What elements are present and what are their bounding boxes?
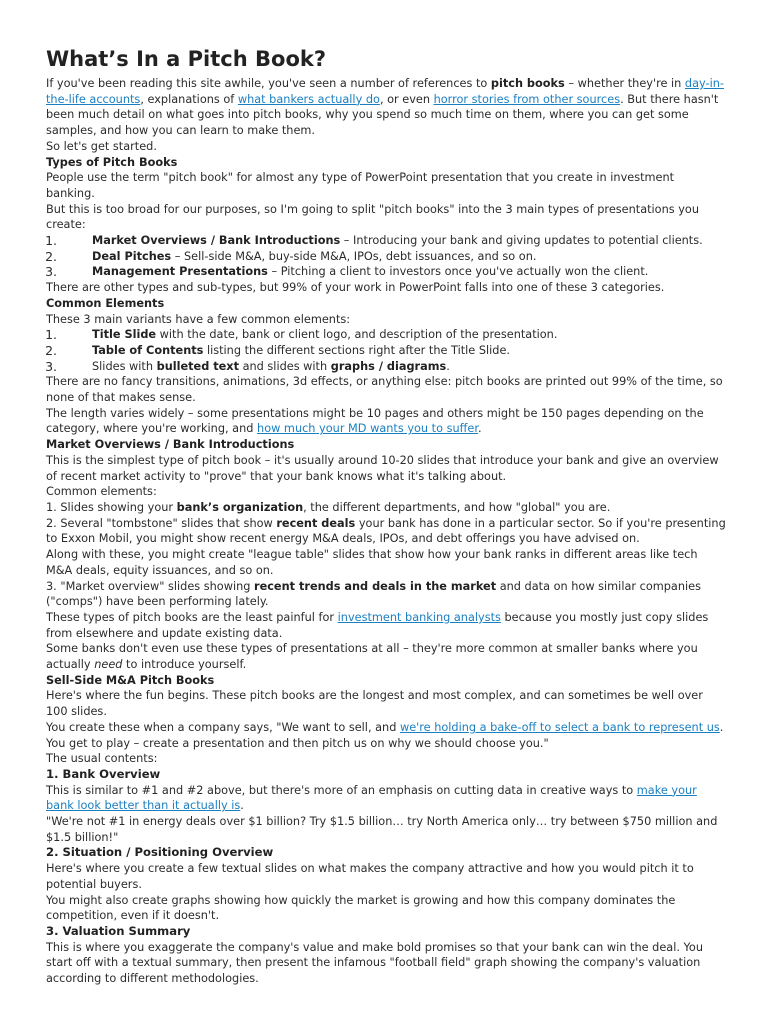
bold-text: recent deals (276, 516, 356, 530)
list-number: 3. (45, 358, 57, 374)
list-item (46, 264, 726, 280)
list-item (46, 249, 726, 265)
text: . (240, 799, 244, 813)
sellside-paragraph-1: Here's where the fun begins. These pitch books are the longest and most complex, and can sometimes be well over 100 slides. (46, 689, 703, 719)
market-element-3 (46, 579, 726, 610)
bold-text: Deal Pitches (92, 249, 172, 263)
text: . (446, 359, 450, 373)
list-item (46, 343, 726, 359)
text: This is similar to #1 and #2 above, but there's more of an emphasis on cutting data in creative ways to (46, 783, 637, 797)
common-paragraph-2: There are no fancy transitions, animations, 3d effects, or anything else: pitch books are printed out 99% of the time, so none of that makes sense. (46, 375, 723, 405)
text: and slides with (238, 359, 331, 373)
text: You create these when a company says, "We want to sell, and (46, 720, 400, 734)
text: 2. Several "tombstone" slides that show (46, 516, 277, 530)
market-paragraph-5 (46, 641, 726, 672)
link-day-in-the-life[interactable]: day-in-the-life accounts (46, 77, 724, 106)
market-paragraph-3: Along with these, you might create "league table" slides that show how your bank ranks in different areas like tech M&A deals, equity issuances, and so on. (46, 548, 698, 577)
list-number: 2. (45, 342, 57, 358)
italic-text: need (94, 658, 123, 672)
text: Some banks don't even use these types of presentations at all – they're more common at smaller banks where you actually (46, 642, 698, 672)
text: . (477, 422, 482, 436)
types-paragraph-2: But this is too broad for our purposes, so I'm going to split "pitch books" into the 3 main types of presentations you create: (46, 202, 699, 232)
link-what-bankers-do[interactable]: what bankers actually do (237, 92, 380, 106)
link-bake-off[interactable]: we're holding a bake-off to select a bank to represent us (399, 720, 720, 734)
common-paragraph-3 (46, 406, 726, 437)
bold-text: graphs / diagrams (330, 359, 447, 373)
section-heading-sellside: Sell-Side M&A Pitch Books (46, 673, 215, 687)
types-paragraph-1: People use the term "pitch book" for almost any type of PowerPoint presentation that you create in investment banking. (46, 171, 675, 200)
types-paragraph-3: There are other types and sub-types, but 99% of your work in PowerPoint falls into one of these 3 categories. (46, 281, 665, 295)
section-heading-types: Types of Pitch Books (46, 155, 178, 169)
section-heading-market: Market Overviews / Bank Introductions (46, 438, 295, 452)
bold-text: Table of Contents (92, 343, 204, 357)
bold-text: bank’s organization (176, 500, 304, 514)
subheading-situation: 2. Situation / Positioning Overview (46, 845, 274, 860)
text: The length varies widely – some presentations might be 10 pages and others might be 150 pages depending on the category, where you're working, and (46, 406, 704, 436)
section-heading-common: Common Elements (46, 296, 165, 310)
intro-paragraph (46, 76, 726, 139)
market-paragraph-4 (46, 610, 726, 641)
text: to introduce yourself. (122, 658, 247, 672)
text: , the different departments, and how "global" you are. (303, 500, 611, 514)
list-item (46, 233, 726, 249)
situation-paragraph-1: Here's where you create a few textual slides on what makes the company attractive and how you would pitch it to potential buyers. (46, 862, 694, 891)
list-number: 1. (45, 327, 57, 343)
common-paragraph-1: These 3 main variants have a few common elements: (46, 312, 351, 326)
list-item (46, 359, 726, 375)
link-ib-analysts[interactable]: investment banking analysts (337, 610, 501, 624)
list-item (46, 327, 726, 343)
market-element-2 (46, 516, 726, 547)
bold-text: pitch books (490, 77, 565, 90)
link-md-suffer[interactable]: how much your MD wants you to suffer (257, 422, 478, 436)
bank-overview-paragraph-1 (46, 783, 726, 814)
sellside-paragraph-3: The usual contents: (46, 752, 158, 766)
text: These types of pitch books are the least painful for (46, 610, 338, 624)
text: with the date, bank or client logo, and description of the presentation. (156, 328, 558, 342)
text: – Introducing your bank and giving updates to potential clients. (340, 234, 703, 248)
market-element-1 (46, 500, 726, 516)
intro-paragraph-2: So let's get started. (46, 139, 157, 153)
types-list (46, 233, 726, 280)
text: – Sell-side M&A, buy-side M&A, IPOs, debt issuances, and so on. (171, 249, 537, 263)
bank-overview-paragraph-2: "We're not #1 in energy deals over $1 billion? Try $1.5 billion… try North America only… try between $750 million and $1.5 billion!" (46, 815, 718, 844)
situation-paragraph-2: You might also create graphs showing how quickly the market is growing and how this company dominates the competition, even if it doesn't. (46, 893, 676, 923)
text: Slides with (92, 359, 157, 373)
document-page (46, 46, 726, 987)
link-horror-stories[interactable]: horror stories from other sources (433, 92, 621, 106)
bold-text: Market Overviews / Bank Introductions (92, 234, 341, 248)
list-number: 3. (45, 264, 57, 280)
text: 3. "Market overview" slides showing (46, 579, 254, 593)
text: and data on how similar companies ("comps") have been performing lately. (46, 579, 701, 609)
link-make-bank-look-better[interactable]: make your bank look better than it actually is (46, 783, 697, 813)
text: because you mostly just copy slides from elsewhere and update existing data. (46, 610, 709, 640)
text: If you've been reading this site awhile, you've seen a number of references to (46, 77, 491, 90)
text: – whether they're in (564, 77, 685, 90)
text: – Pitching a client to investors once you've actually won the client. (267, 265, 649, 279)
bold-text: Title Slide (92, 328, 157, 342)
market-paragraph-1: This is the simplest type of pitch book – it's usually around 10-20 slides that introduce your bank and give an overview of recent market activity to "prove" that your bank knows what it's talking about. (46, 453, 719, 483)
text: 1. Slides showing your (46, 500, 177, 514)
market-paragraph-2: Common elements: (46, 485, 157, 499)
common-list (46, 327, 726, 374)
text: , explanations of (140, 92, 238, 106)
text: listing the different sections right after the Title Slide. (203, 343, 511, 357)
bold-text: bulleted text (156, 359, 239, 373)
bold-text: Management Presentations (92, 265, 268, 279)
text: , or even (379, 92, 434, 106)
subheading-valuation: 3. Valuation Summary (46, 923, 191, 938)
text: . You get to play – create a presentation and then pitch us on why we should choose you." (46, 720, 724, 750)
text: . But there hasn't been much detail on what goes into pitch books, why you spend so much time on them, where you can get some samples, and how you can learn to make them. (46, 92, 719, 138)
list-number: 1. (45, 233, 57, 249)
list-number: 2. (45, 248, 57, 264)
sellside-paragraph-2 (46, 720, 726, 751)
bold-text: recent trends and deals in the market (254, 579, 497, 593)
text: your bank has done in a particular sector. So if you're presenting to Exxon Mobil, you might show recent energy M&A deals, IPOs, and debt offerings you have advised on. (46, 516, 726, 546)
valuation-paragraph-1: This is where you exaggerate the company's value and make bold promises so that your bank can win the deal. You start off with a textual summary, then present the infamous "football field" graph showing the company's valuation according to different methodologies. (46, 940, 703, 986)
subheading-bank-overview: 1. Bank Overview (46, 766, 161, 781)
page-title: What’s In a Pitch Book? (46, 47, 327, 71)
